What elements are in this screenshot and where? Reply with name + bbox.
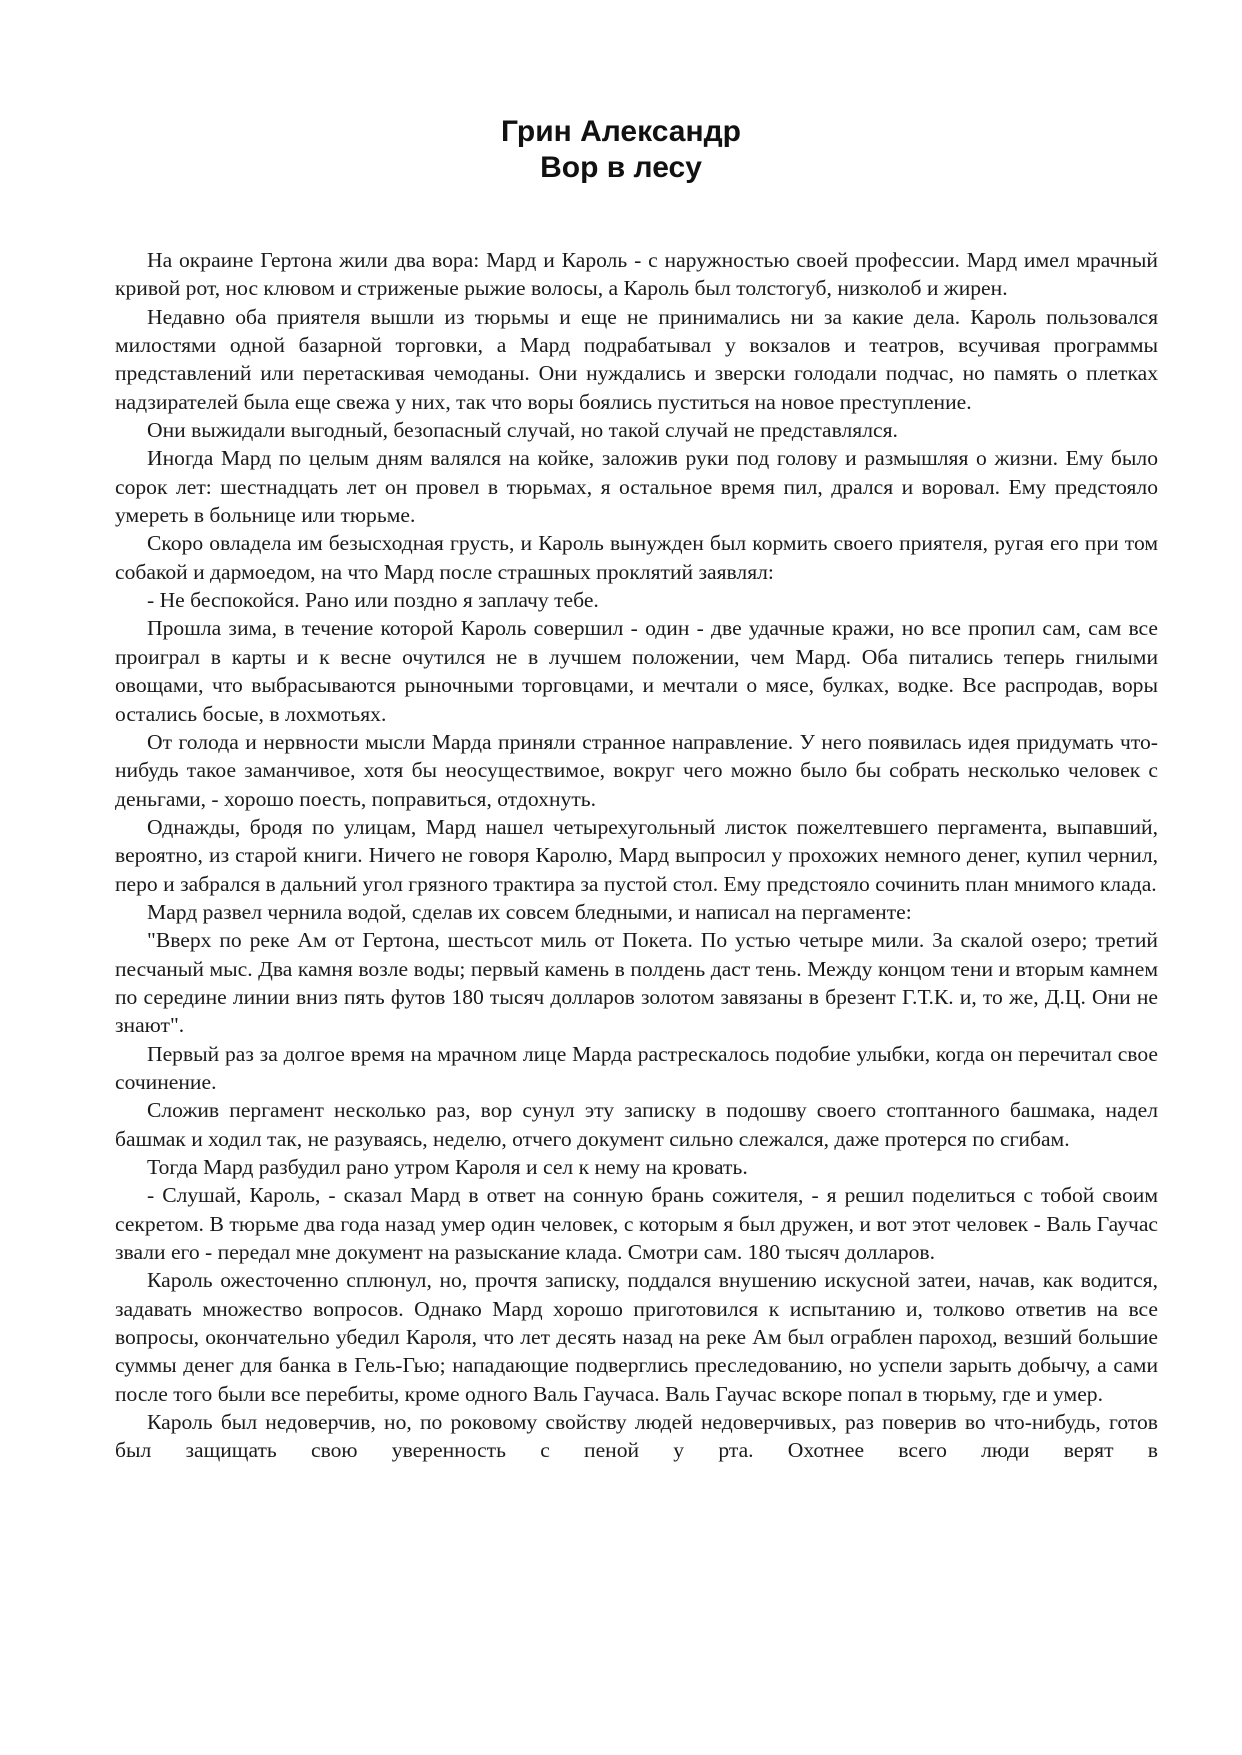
paragraph: Сложив пергамент несколько раз, вор сунул эту записку в подошву своего стоптанного башмака, надел башмак и ходил так, не разуваясь, неделю, отчего документ сильно слежался, даже протерся по сгибам. [115,1098,1158,1151]
paragraph: От голода и нервности мысли Марда приняли странное направление. У него появилась идея придумать что-нибудь такое заманчивое, хотя бы неосуществимое, вокруг чего можно было бы собрать несколько человек с деньгами, - хорошо поесть, поправиться, отдохнуть. [115,729,1158,811]
paragraph: Скоро овладела им безысходная грусть, и Кароль вынужден был кормить своего приятеля, ругая его при том собакой и дармоедом, на что Мард после страшных проклятий заявлял: [115,531,1158,584]
paragraph: Прошла зима, в течение которой Кароль совершил - один - две удачные кражи, но все пропил сам, сам все проиграл в карты и к весне очутился не в лучшем положении, чем Мард. Оба питались теперь гнилыми овощами, что выбрасываются рыночными торговцами, и мечтали о мясе, булках, водке. Все распродав, воры остались босые, в лохмотьях. [115,616,1158,726]
paragraph: Тогда Мард разбудил рано утром Кароля и сел к нему на кровать. [147,1155,748,1179]
paragraph: Кароль ожесточенно сплюнул, но, прочтя записку, поддался внушению искусной затеи, начав, как водится, задавать множество вопросов. Однако Мард хорошо приготовился к испытанию и, толково ответив на все вопросы, окончательно убедил Кароля, что лет десять назад на реке Ам был ограблен пароход, везший большие суммы денег для банка в Гель-Гью; нападающие подверглись преследованию, но успели зарыть добычу, а сами после того были все перебиты, кроме одного Валь Гаучаса. Валь Гаучас вскоре попал в тюрьму, где и умер. [115,1268,1158,1406]
paragraph: Мард развел чернила водой, сделав их совсем бледными, и написал на пергаменте: [147,899,912,924]
paragraph: Кароль был недоверчив, но, по роковому свойству людей недоверчивых, раз поверив во что-нибудь, готов был защищать свою уверенность с пеной у рта. Охотнее всего люди верят в [115,1410,1158,1463]
paragraph: "Вверх по реке Ам от Гертона, шестьсот миль от Покета. По устью четыре мили. За скалой озеро; третий песчаный мыс. Два камня возле воды; первый камень в полдень даст тень. Между концом тени и вторым камнем по середине линии вниз пять футов 180 тысяч долларов золотом завязаны в брезент Г.Т.К. и, то же, Д.Ц. Они не знают". [115,928,1158,1038]
author-name: Грин Александр [501,115,741,148]
paragraph: - Не беспокойся. Рано или поздно я заплачу тебе. [147,588,599,613]
paragraph: Иногда Мард по целым дням валялся на койке, заложив руки под голову и размышляя о жизни. Ему было сорок лет: шестнадцать лет он провел в тюрьмах, я остальное время пил, дрался и воровал. Ему предстояло умереть в больнице или тюрьме. [115,446,1158,528]
document-title: Вор в лесу [540,151,702,184]
paragraph: Однажды, бродя по улицам, Мард нашел четырехугольный листок пожелтевшего пергамента, выпавший, вероятно, из старой книги. Ничего не говоря Каролю, Мард выпросил у прохожих немного денег, купил чернил, перо и забрался в дальний угол грязного трактира за пустой стол. Ему предстояло сочинить план мнимого клада. [115,814,1158,896]
paragraph: Первый раз за долгое время на мрачном лице Марда растрескалось подобие улыбки, когда он перечитал свое сочинение. [115,1041,1158,1094]
paragraph: Недавно оба приятеля вышли из тюрьмы и еще не принимались ни за какие дела. Кароль пользовался милостями одной базарной торговки, а Мард подрабатывал у вокзалов и театров, всучивая программы представлений или перетаскивая чемоданы. Они нуждались и зверски голодали подчас, но память о плетках надзирателей была еще свежа у них, так что воры боялись пуститься на новое преступление. [115,304,1158,414]
paragraph: На окраине Гертона жили два вора: Мард и Кароль - с наружностью своей профессии. Мард имел мрачный кривой рот, нос клювом и стриженые рыжие волосы, а Кароль был толстогуб, низколоб и жирен. [115,248,1158,301]
paragraph: Они выжидали выгодный, безопасный случай, но такой случай не представлялся. [147,418,898,443]
document-header [0,114,1242,186]
document-body [115,246,1158,1465]
paragraph: - Слушай, Кароль, - сказал Мард в ответ на сонную брань сожителя, - я решил поделиться с тобой своим секретом. В тюрьме два года назад умер один человек, с которым я был дружен, и вот этот человек - Валь Гаучас звали его - передал мне документ на разыскание клада. Смотри сам. 180 тысяч долларов. [115,1183,1158,1265]
